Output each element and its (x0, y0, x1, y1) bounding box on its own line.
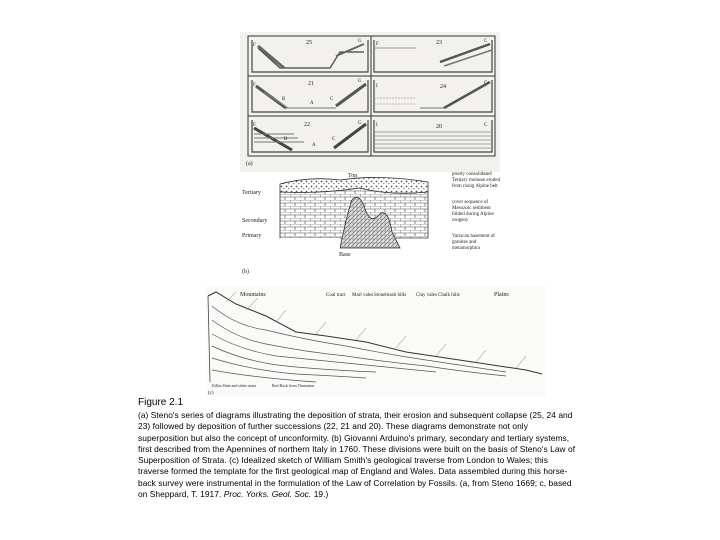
journal-name: Proc. Yorks. Geol. Soc. (223, 489, 312, 500)
row-label-primary: Primary (242, 233, 262, 239)
svg-text:C: C (484, 123, 488, 128)
svg-text:I: I (376, 84, 378, 89)
panel-b-label: (b) (242, 269, 249, 275)
label-killas-slate: Killas Slate and other strata (212, 383, 257, 388)
top-label: Top (348, 173, 358, 179)
cell-number: 20 (436, 124, 442, 130)
cell-number: 21 (308, 81, 314, 87)
header-marl-vales: Marl vales (352, 293, 374, 298)
svg-text:G: G (358, 79, 362, 84)
figure-panel-a (240, 32, 500, 172)
cell-number: 25 (306, 40, 312, 46)
svg-text:B: B (282, 97, 286, 102)
header-plains: Plains (494, 292, 509, 298)
header-clay-vales: Clay vales (416, 293, 437, 298)
header-mountains: Mountains (240, 292, 266, 298)
panel-b-notes (452, 172, 502, 252)
figure-title: Figure 2.1 (138, 397, 184, 408)
svg-text:C: C (484, 81, 488, 86)
row-label-secondary: Secondary (242, 218, 268, 224)
svg-text:I: I (376, 123, 378, 128)
caption-text: (a) Steno's series of diagrams illustrating the deposition of strata, their erosion and subsequent collapse (25, 24 and 23) followed by deposition of further successions (22, 21 and 20). These diagrams demonstrate not only superposition but also the concept of unconformity. (b) Giovanni Arduino's primary, secondary and tertiary systems, first described from the Apennines of northern Italy in 1760. These divisions were built on the basis of Steno's Law of Superposition of Strata. (c) Idealized sketch of William Smith's geological traverse from London to Wales; this traverse formed the template for the first geological map of England and Wales. Data assembled during this horse-back survey were instrumental in the formulation of the Law of Correlation by Fossils. (a, from Steno 1669; c, based on Sheppard, T. 1917. (138, 410, 576, 500)
svg-text:C: C (330, 97, 334, 102)
svg-text:A: A (310, 101, 314, 106)
note-tertiary: poorly consolidated Tertiary molasse eroded from rising Alpine belt (452, 172, 500, 189)
svg-text:F: F (376, 42, 379, 47)
svg-text:F: F (253, 123, 256, 128)
cell-number: 23 (436, 40, 442, 46)
figure-caption (138, 410, 578, 500)
panel-a-label: (a) (246, 161, 253, 167)
svg-text:F: F (253, 43, 256, 48)
svg-text:A: A (312, 143, 316, 148)
base-label: Base (339, 252, 351, 258)
cell-number: 22 (304, 122, 310, 128)
svg-text:G: G (358, 39, 362, 44)
figure-panel-c (206, 286, 546, 396)
svg-text:F: F (253, 83, 256, 88)
header-stonebrash-hills: Stonebrash hills (374, 293, 407, 298)
header-coal-tract: Coal tract (326, 293, 346, 298)
svg-text:C: C (484, 39, 488, 44)
svg-text:C: C (332, 137, 336, 142)
label-red-rock: Red Rock from Thurnaton (272, 383, 315, 388)
caption-volume: 19.) (313, 489, 329, 500)
panel-c-label: (c) (208, 391, 214, 396)
figure-panel-b (240, 170, 445, 278)
header-chalk-hills: Chalk hills (438, 293, 460, 298)
svg-text:G: G (358, 121, 362, 126)
note-primary: Variscan basement of granites and metamorphics (452, 234, 495, 251)
cell-number: 24 (440, 84, 446, 90)
row-label-tertiary: Tertiary (242, 190, 261, 196)
svg-text:B: B (284, 137, 288, 142)
note-secondary: cover sequence of Mesozoic sediment folded during Alpine orogeny (452, 200, 494, 223)
